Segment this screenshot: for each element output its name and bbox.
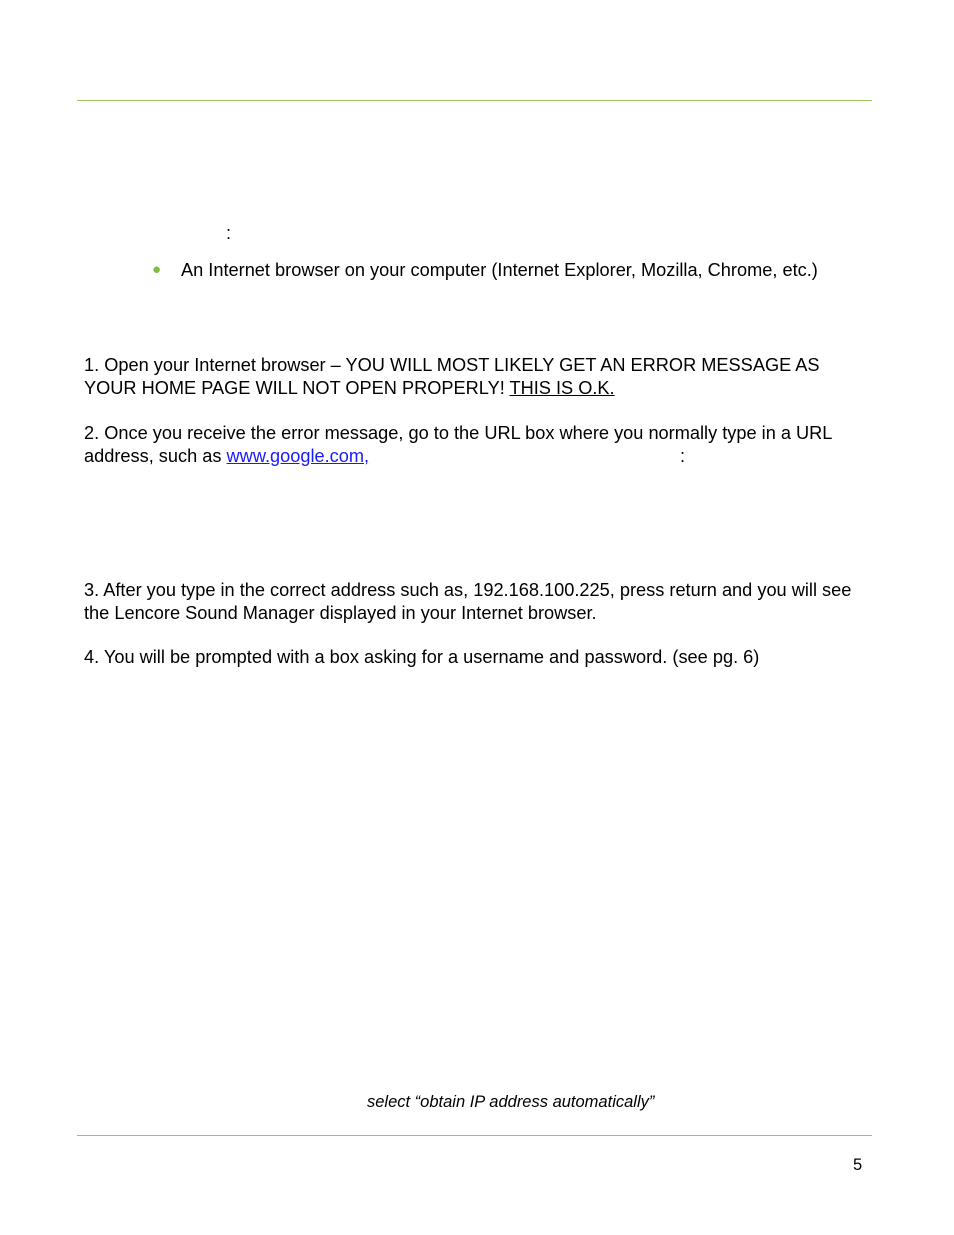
step-2-line-2-text: address, such as xyxy=(84,445,227,466)
page-number: 5 xyxy=(853,1156,863,1174)
footer-rule xyxy=(77,1135,872,1136)
step-1 xyxy=(84,354,884,399)
bullet-icon: ● xyxy=(152,261,162,278)
requirements-colon: : xyxy=(226,223,232,243)
step-1-line-1: 1. Open your Internet browser – YOU WILL MOST LIKELY GET AN ERROR MESSAGE AS xyxy=(84,355,820,375)
bullet-text: An Internet browser on your computer (Internet Explorer, Mozilla, Chrome, etc.) xyxy=(181,260,818,280)
step-1-line-2-text: YOUR HOME PAGE WILL NOT OPEN PROPERLY! xyxy=(84,377,510,398)
figure-caption: select “obtain IP address automatically” xyxy=(367,1093,655,1111)
google-link[interactable]: www.google.com, xyxy=(226,445,370,466)
step-3 xyxy=(84,579,884,624)
step-4 xyxy=(84,646,884,669)
step-2 xyxy=(84,422,884,467)
step-3-line-1: 3. After you type in the correct address such as, 192.168.100.225, press return and you will see xyxy=(84,580,852,600)
step-3-line-2: the Lencore Sound Manager displayed in your Internet browser. xyxy=(84,602,597,623)
step-2-line-2 xyxy=(84,445,884,468)
header-rule xyxy=(77,100,872,101)
step-2-colon: : xyxy=(680,445,686,466)
step-4-line-1: 4. You will be prompted with a box asking for a username and password. (see pg. 6) xyxy=(84,647,760,667)
step-1-line-2 xyxy=(84,377,884,400)
requirements-list-item xyxy=(152,259,818,282)
step-2-line-1: 2. Once you receive the error message, go to the URL box where you normally type in a URL xyxy=(84,423,833,443)
step-1-emphasis: THIS IS O.K. xyxy=(509,377,615,398)
